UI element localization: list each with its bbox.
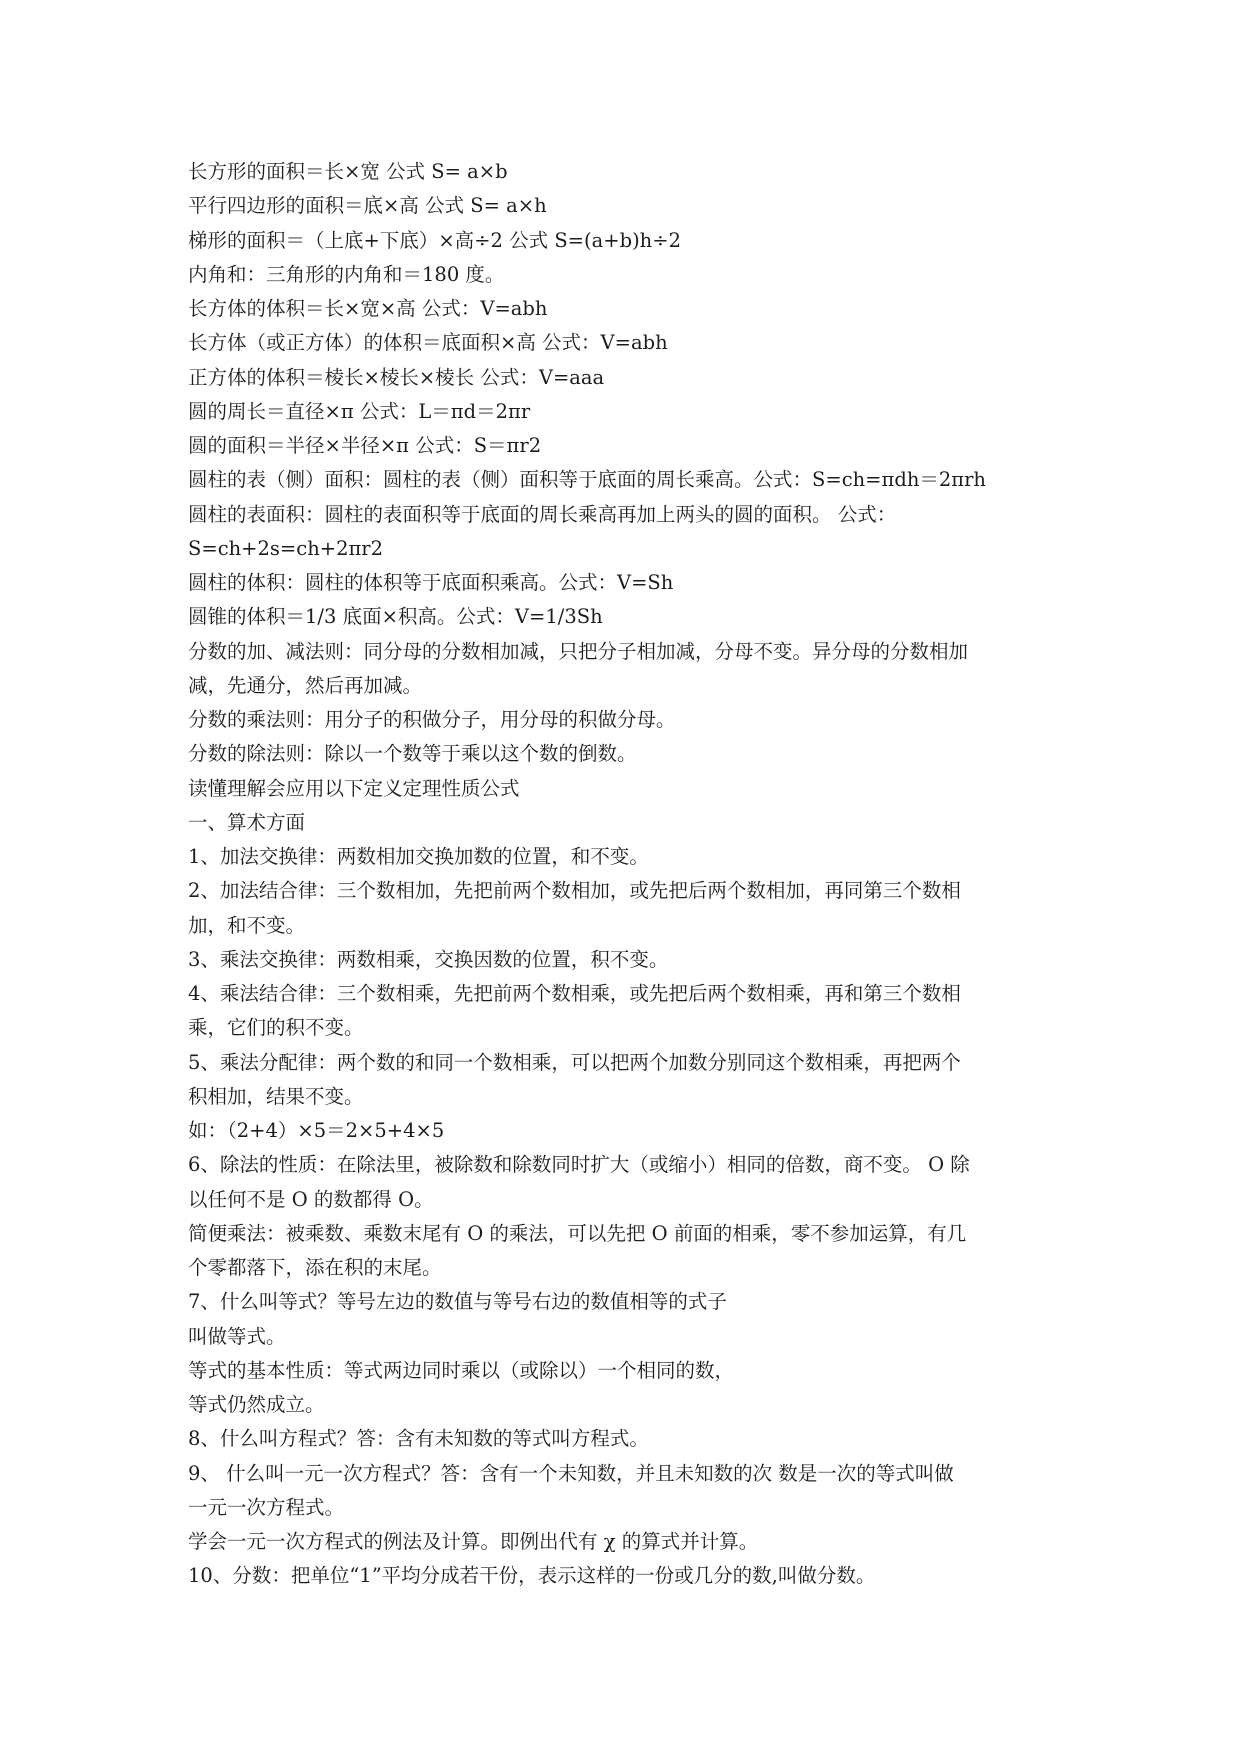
text-line: 圆柱的体积：圆柱的体积等于底面积乘高。公式：V=Sh: [188, 571, 674, 594]
text-line: 长方体（或正方体）的体积＝底面积×高 公式：V=abh: [188, 331, 668, 355]
text-line: 8、什么叫方程式？答：含有未知数的等式叫方程式。: [188, 1427, 649, 1451]
document-body: [188, 155, 1068, 1594]
text-line: 以任何不是 O 的数都得 O。: [188, 1187, 434, 1211]
text-line: 等式仍然成立。: [188, 1393, 325, 1416]
text-line: 加，和不变。: [188, 913, 306, 937]
text-line: 圆柱的表面积：圆柱的表面积等于底面的周长乘高再加上两头的圆的面积。 公式：: [188, 502, 897, 526]
text-line: 读懂理解会应用以下定义定理性质公式: [188, 776, 520, 800]
section-heading: 一、算术方面: [188, 810, 306, 834]
text-line: 学会一元一次方程式的例法及计算。即例出代有 χ 的算式并计算。: [188, 1530, 759, 1553]
text-line: 等式的基本性质：等式两边同时乘以（或除以）一个相同的数，: [188, 1358, 735, 1382]
text-line: 4、乘法结合律：三个数相乘，先把前两个数相乘，或先把后两个数相乘，再和第三个数相: [188, 982, 961, 1005]
text-line: 分数的加、减法则：同分母的分数相加减，只把分子相加减，分母不变。异分母的分数相加: [188, 639, 969, 663]
text-line: 圆的周长＝直径×π 公式：L＝πd＝2πr: [188, 399, 531, 423]
text-line: 圆柱的表（侧）面积：圆柱的表（侧）面积等于底面的周长乘高。公式：S=ch=πdh＝2πrh: [188, 468, 986, 492]
text-line: 分数的乘法则：用分子的积做分子，用分母的积做分母。: [188, 708, 676, 731]
text-line: 平行四边形的面积＝底×高 公式 S= a×h: [188, 194, 547, 218]
text-line: 圆的面积＝半径×半径×π 公式：S＝πr2: [188, 434, 542, 457]
text-line: 积相加，结果不变。: [188, 1084, 364, 1108]
text-line: 长方形的面积＝长×宽 公式 S= a×b: [188, 160, 508, 183]
text-line: 叫做等式。: [188, 1324, 286, 1348]
text-line: S=ch+2s=ch+2πr2: [188, 536, 384, 560]
text-line: 6、除法的性质：在除法里，被除数和除数同时扩大（或缩小）相同的倍数，商不变。 O 除: [188, 1153, 970, 1177]
text-line: 1、加法交换律：两数相加交换加数的位置，和不变。: [188, 845, 649, 868]
text-line: 个零都落下，添在积的末尾。: [188, 1256, 442, 1279]
text-line: 一元一次方程式。: [188, 1495, 345, 1519]
text-line: 正方体的体积＝棱长×棱长×棱长 公式：V=aaa: [188, 365, 605, 389]
text-line: 2、加法结合律：三个数相加，先把前两个数相加，或先把后两个数相加，再同第三个数相: [188, 879, 961, 903]
text-line: 5、乘法分配律：两个数的和同一个数相乘，可以把两个加数分别同这个数相乘，再把两个: [188, 1050, 961, 1074]
text-line: 简便乘法：被乘数、乘数末尾有 O 的乘法，可以先把 O 前面的相乘，零不参加运算，有几: [188, 1221, 967, 1245]
text-line: 内角和：三角形的内角和＝180 度。: [188, 262, 505, 286]
text-line: 乘，它们的积不变。: [188, 1016, 364, 1040]
text-line: 如：（2+4）×5＝2×5+4×5: [188, 1119, 445, 1142]
text-line: 9、 什么叫一元一次方程式？答：含有一个未知数，并且未知数的次 数是一次的等式叫做: [188, 1461, 954, 1485]
text-line: 梯形的面积＝（上底+下底）×高÷2 公式 S=(a+b)h÷2: [188, 228, 681, 252]
text-line: 圆锥的体积＝1/3 底面×积高。公式：V=1/3Sh: [188, 605, 603, 629]
text-line: 3、乘法交换律：两数相乘，交换因数的位置，积不变。: [188, 947, 669, 971]
text-line: 10、分数：把单位“1”平均分成若干份，表示这样的一份或几分的数,叫做分数。: [188, 1564, 876, 1588]
text-line: 分数的除法则：除以一个数等于乘以这个数的倒数。: [188, 742, 637, 766]
text-line: 7、什么叫等式？等号左边的数值与等号右边的数值相等的式子: [188, 1290, 727, 1314]
text-line: 长方体的体积＝长×宽×高 公式：V=abh: [188, 297, 548, 320]
text-line: 减，先通分，然后再加减。: [188, 673, 423, 697]
